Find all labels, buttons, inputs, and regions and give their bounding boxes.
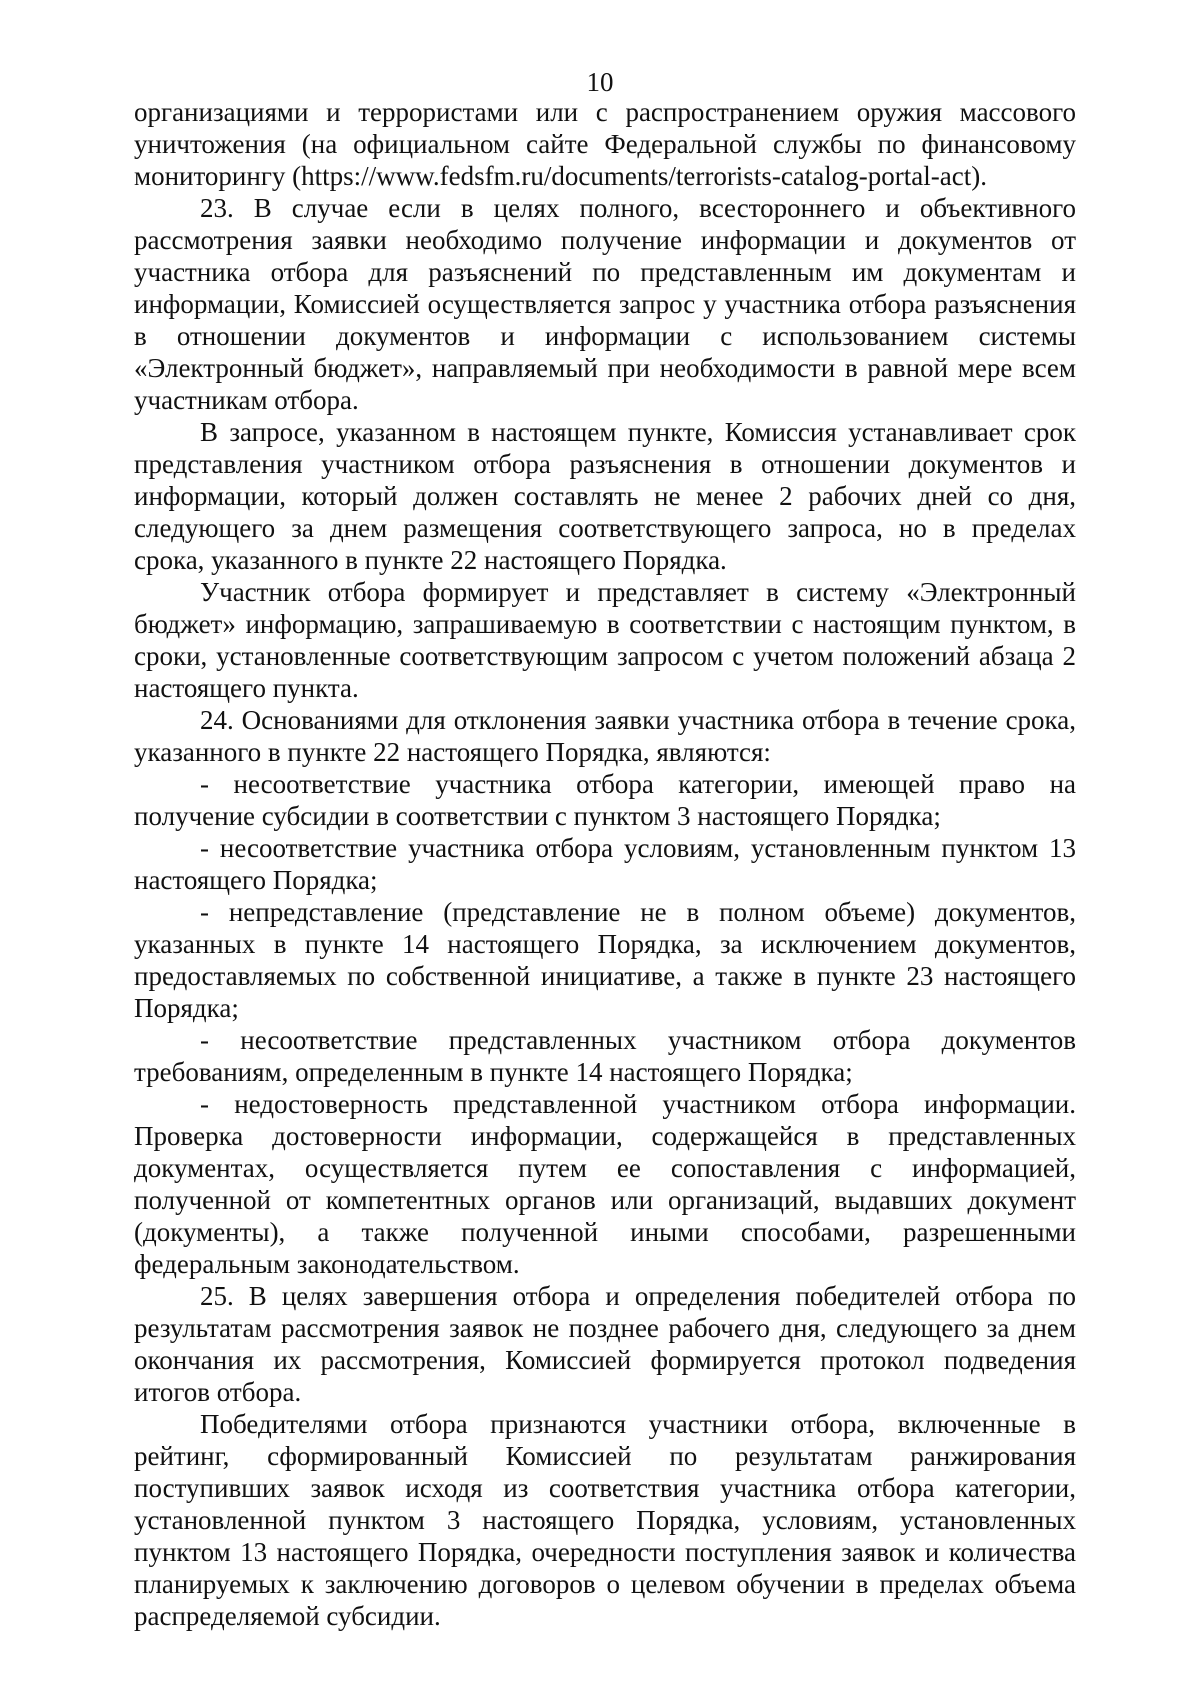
paragraph: организациями и террористами или с распространением оружия массового уничтожения (на официальном сайте Федеральной службы по финансовому мониторингу (https://www.fedsfm.ru/documents/terrorists-catalog-portal-act). <box>134 97 1076 191</box>
paragraph: В запросе, указанном в настоящем пункте, Комиссия устанавливает срок представления участником отбора разъяснения в отношении документов и информации, который должен составлять не менее 2 рабочих дней со дня, следующего за днем размещения соответствующего запроса, но в пределах срока, указанного в пункте 22 настоящего Порядка. <box>134 417 1076 575</box>
paragraph: 23. В случае если в целях полного, всестороннего и объективного рассмотрения заявки необходимо получение информации и документов от участника отбора для разъяснений по представленным им документам и информации, Комиссией осуществляется запрос у участника отбора разъяснения в отношении документов и информации с использованием системы «Электронный бюджет», направляемый при необходимости в равной мере всем участникам отбора. <box>134 193 1076 415</box>
paragraph: 24. Основаниями для отклонения заявки участника отбора в течение срока, указанного в пункте 22 настоящего Порядка, являются: <box>134 705 1076 767</box>
paragraph: - несоответствие участника отбора условиям, установленным пунктом 13 настоящего Порядка; <box>134 833 1076 895</box>
paragraph: Победителями отбора признаются участники отбора, включенные в рейтинг, сформированный Комиссией по результатам ранжирования поступивших заявок исходя из соответствия участника отбора категории, установленной пунктом 3 настоящего Порядка, условиям, установленных пунктом 13 настоящего Порядка, очередности поступления заявок и количества планируемых к заключению договоров о целевом обучении в пределах объема распределяемой субсидии. <box>134 1409 1076 1631</box>
paragraph: Участник отбора формирует и представляет в систему «Электронный бюджет» информацию, запрашиваемую в соответствии с настоящим пунктом, в сроки, установленные соответствующим запросом с учетом положений абзаца 2 настоящего пункта. <box>134 577 1076 703</box>
paragraph: - непредставление (представление не в полном объеме) документов, указанных в пункте 14 настоящего Порядка, за исключением документов, предоставляемых по собственной инициативе, а также в пункте 23 настоящего Порядка; <box>134 897 1076 1023</box>
document-body <box>134 96 1076 1632</box>
paragraph: 25. В целях завершения отбора и определения победителей отбора по результатам рассмотрения заявок не позднее рабочего дня, следующего за днем окончания их рассмотрения, Комиссией формируется протокол подведения итогов отбора. <box>134 1281 1076 1407</box>
paragraph: - несоответствие представленных участником отбора документов требованиям, определенным в пункте 14 настоящего Порядка; <box>134 1025 1076 1087</box>
page-number: 10 <box>586 67 614 97</box>
paragraph: - недостоверность представленной участником отбора информации. Проверка достоверности информации, содержащейся в представленных документах, осуществляется путем ее сопоставления с информацией, полученной от компетентных органов или организаций, выдавших документ (документы), а также полученной иными способами, разрешенными федеральным законодательством. <box>134 1089 1076 1279</box>
paragraph: - несоответствие участника отбора категории, имеющей право на получение субсидии в соответствии с пунктом 3 настоящего Порядка; <box>134 769 1076 831</box>
